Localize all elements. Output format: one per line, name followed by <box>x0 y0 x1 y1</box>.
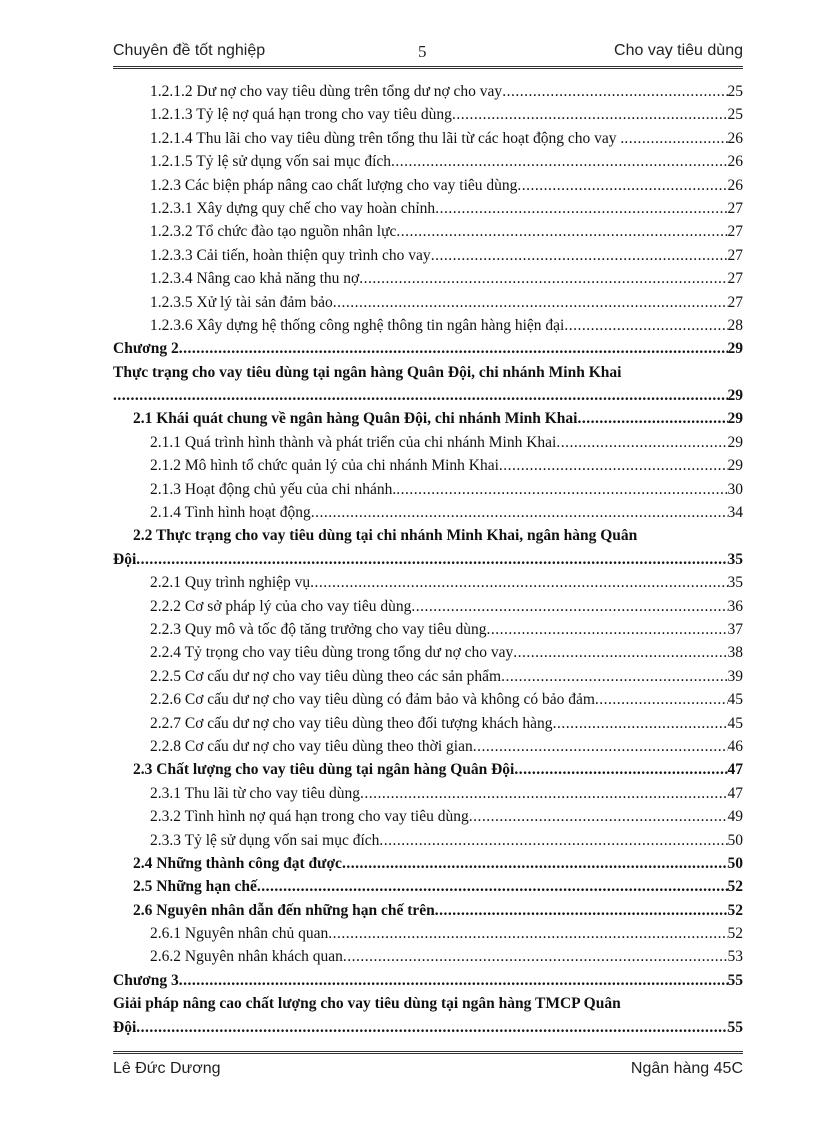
toc-entry[interactable] <box>113 945 743 968</box>
toc-entry-page: 29 <box>727 457 743 475</box>
toc-leader-dots <box>513 641 727 664</box>
toc-entry-title: Chương 2 <box>113 340 179 358</box>
toc-entry-title: 2.2 Thực trạng cho vay tiêu dùng tại chi nhánh Minh Khai, ngân hàng Quân <box>133 527 638 545</box>
toc-leader-dots <box>514 758 727 781</box>
toc-entry-page: 35 <box>727 574 743 592</box>
footer-class: Ngân hàng 45C <box>630 1060 743 1077</box>
toc-leader-dots <box>179 337 728 360</box>
toc-entry-page: 38 <box>727 644 743 662</box>
toc-leader-dots <box>553 712 728 735</box>
toc-entry-page: 28 <box>727 316 743 334</box>
toc-leader-dots <box>435 899 728 922</box>
toc-entry-title: 2.1.2 Mô hình tổ chức quản lý của chi nhánh Minh Khai <box>150 457 499 475</box>
toc-entry[interactable] <box>113 548 743 571</box>
toc-leader-dots <box>396 220 727 243</box>
toc-leader-dots <box>333 291 728 314</box>
toc-entry-title: 2.1.4 Tình hình hoạt động <box>150 504 311 522</box>
toc-leader-dots <box>379 829 727 852</box>
toc-entry[interactable] <box>113 618 743 641</box>
toc-leader-dots <box>136 548 727 571</box>
toc-entry-title: 2.3.3 Tỷ lệ sử dụng vốn sai mục đích <box>150 831 380 849</box>
toc-entry[interactable] <box>113 244 743 267</box>
toc-entry-page: 47 <box>727 784 743 802</box>
toc-entry[interactable] <box>113 524 743 547</box>
toc-entry[interactable] <box>113 922 743 945</box>
toc-entry[interactable] <box>113 267 743 290</box>
toc-entry-title: 1.2.1.5 Tỷ lệ sử dụng vốn sai mục đích <box>150 153 392 171</box>
toc-entry-title: 1.2.3.4 Nâng cao khả năng thu nợ <box>150 270 360 288</box>
toc-entry-title: 2.1.3 Hoạt động chủ yếu của chi nhánh. <box>150 480 397 498</box>
toc-entry-title: 1.2.3.5 Xử lý tài sản đảm bảo <box>150 293 333 311</box>
toc-entry-title: 2.2.5 Cơ cấu dư nợ cho vay tiêu dùng theo các sản phẩm <box>150 667 502 685</box>
toc-entry-page: 27 <box>727 199 743 217</box>
toc-entry[interactable] <box>113 478 743 501</box>
toc-entry-page: 55 <box>727 971 743 989</box>
toc-entry-title: 2.1.1 Quá trình hình thành và phát triển của chi nhánh Minh Khai <box>150 433 557 451</box>
page-header <box>113 40 743 66</box>
footer-rule <box>113 1051 743 1054</box>
toc-entry-page: 25 <box>727 83 743 100</box>
toc-entry-page: 26 <box>727 153 743 171</box>
toc-leader-dots <box>396 478 727 501</box>
toc-entry[interactable] <box>113 1016 743 1039</box>
toc-entry-page: 29 <box>727 387 743 405</box>
toc-entry[interactable] <box>113 174 743 197</box>
toc-leader-dots <box>452 103 728 126</box>
toc-entry[interactable] <box>113 80 743 103</box>
toc-entry[interactable] <box>113 291 743 314</box>
toc-entry-title: Giải pháp nâng cao chất lượng cho vay tiêu dùng tại ngân hàng TMCP Quân <box>113 995 621 1013</box>
toc-entry-page: 45 <box>727 691 743 709</box>
toc-leader-dots <box>486 618 727 641</box>
toc-entry-title: 1.2.3.3 Cải tiến, hoàn thiện quy trình cho vay <box>150 246 431 264</box>
toc-entry-title: 2.2.7 Cơ cấu dư nợ cho vay tiêu dùng theo đối tượng khách hàng <box>150 714 553 732</box>
toc-entry-title: 2.2.3 Quy mô và tốc độ tăng trưởng cho vay tiêu dùng <box>150 620 487 638</box>
toc-entry[interactable] <box>113 337 743 360</box>
toc-leader-dots <box>499 454 728 477</box>
toc-entry[interactable] <box>113 501 743 524</box>
toc-entry[interactable] <box>113 220 743 243</box>
toc-entry-title: 2.5 Những hạn chế <box>133 878 257 896</box>
toc-entry[interactable] <box>113 454 743 477</box>
toc-leader-dots <box>502 80 727 103</box>
toc-entry-page: 37 <box>727 620 743 638</box>
toc-entry-page: 39 <box>727 667 743 685</box>
toc-entry[interactable] <box>113 595 743 618</box>
toc-entry-title: Thực trạng cho vay tiêu dùng tại ngân hàng Quân Đội, chi nhánh Minh Khai <box>113 363 622 381</box>
toc-entry-page: 30 <box>727 480 743 498</box>
toc-entry-title: 1.2.1.2 Dư nợ cho vay tiêu dùng trên tổng dư nợ cho vay <box>150 83 503 100</box>
table-of-contents <box>113 80 743 1039</box>
toc-entry-title: 2.3.2 Tình hình nợ quá hạn trong cho vay tiêu dùng <box>150 808 469 826</box>
toc-entry-page: 29 <box>727 433 743 451</box>
toc-leader-dots <box>595 688 728 711</box>
toc-entry-title: 2.2.4 Tỷ trọng cho vay tiêu dùng trong tổng dư nợ cho vay <box>150 644 514 662</box>
toc-entry[interactable] <box>113 103 743 126</box>
toc-entry[interactable] <box>113 150 743 173</box>
header-subject: Cho vay tiêu dùng <box>614 42 743 59</box>
toc-entry-page: 46 <box>727 737 743 755</box>
toc-entry[interactable] <box>113 384 743 407</box>
toc-entry[interactable] <box>113 431 743 454</box>
toc-entry-title: 2.2.1 Quy trình nghiệp vụ <box>150 574 311 592</box>
toc-entry[interactable] <box>113 899 743 922</box>
page-footer <box>113 1058 743 1082</box>
header-title: Chuyên đề tốt nghiệp <box>113 42 266 59</box>
toc-entry[interactable] <box>113 852 743 875</box>
toc-entry[interactable] <box>113 712 743 735</box>
toc-entry-title: 2.6 Nguyên nhân dẫn đến những hạn chế trên <box>133 901 435 919</box>
toc-entry-title: 2.2.2 Cơ sở pháp lý của cho vay tiêu dùng <box>150 597 412 615</box>
toc-entry-page: 29 <box>727 410 743 428</box>
toc-entry-title: 2.6.1 Nguyên nhân chủ quan <box>150 925 329 943</box>
toc-leader-dots <box>624 127 727 150</box>
toc-leader-dots <box>556 431 727 454</box>
toc-entry-page: 27 <box>727 270 743 288</box>
toc-leader-dots <box>473 735 728 758</box>
toc-entry-page: 49 <box>727 808 743 826</box>
toc-leader-dots <box>564 314 727 337</box>
header-rule <box>113 66 743 69</box>
toc-leader-dots <box>391 150 727 173</box>
toc-entry-page: 25 <box>727 106 743 124</box>
toc-entry-page: 27 <box>727 293 743 311</box>
toc-leader-dots <box>179 969 728 992</box>
toc-entry-page: 27 <box>727 223 743 241</box>
toc-entry-page: 53 <box>727 948 743 966</box>
toc-leader-dots <box>311 501 728 524</box>
toc-entry[interactable] <box>113 805 743 828</box>
toc-entry[interactable] <box>113 829 743 852</box>
toc-leader-dots <box>435 197 727 220</box>
toc-entry-title: 2.3.1 Thu lãi từ cho vay tiêu dùng <box>150 784 361 802</box>
toc-entry-page: 26 <box>727 129 743 147</box>
toc-entry-page: 45 <box>727 714 743 732</box>
toc-entry-page: 35 <box>727 550 743 568</box>
toc-entry-page: 52 <box>727 925 743 943</box>
toc-entry-title: 2.1 Khái quát chung về ngân hàng Quân Đội, chi nhánh Minh Khai <box>133 410 578 428</box>
toc-entry-title: 1.2.3.6 Xây dựng hệ thống công nghệ thông tin ngân hàng hiện đại <box>150 316 565 334</box>
page-number: 5 <box>418 42 427 61</box>
toc-leader-dots <box>501 665 727 688</box>
toc-entry[interactable] <box>113 407 743 430</box>
toc-entry-title: 2.3 Chất lượng cho vay tiêu dùng tại ngân hàng Quân Đội <box>133 761 515 779</box>
toc-entry[interactable] <box>113 992 743 1015</box>
footer-author: Lê Đức Dương <box>113 1060 221 1077</box>
toc-entry-page: 34 <box>727 504 743 522</box>
toc-entry-title: 1.2.1.3 Tỷ lệ nợ quá hạn trong cho vay tiêu dùng <box>150 106 452 124</box>
toc-leader-dots <box>113 384 728 407</box>
toc-entry[interactable] <box>113 571 743 594</box>
toc-entry-page: 52 <box>727 901 743 919</box>
toc-entry-title: 1.2.3 Các biện pháp nâng cao chất lượng cho vay tiêu dùng <box>150 176 518 194</box>
toc-entry-title: 1.2.1.4 Thu lãi cho vay tiêu dùng trên tổng thu lãi từ các hoạt động cho vay . <box>150 129 625 147</box>
toc-leader-dots <box>431 244 728 267</box>
toc-leader-dots <box>577 407 727 430</box>
toc-entry-page: 55 <box>727 1018 743 1036</box>
toc-entry[interactable] <box>113 314 743 337</box>
toc-entry[interactable] <box>113 641 743 664</box>
toc-entry-page: 36 <box>727 597 743 615</box>
toc-entry[interactable] <box>113 197 743 220</box>
toc-leader-dots <box>469 805 728 828</box>
toc-leader-dots <box>257 875 728 898</box>
toc-leader-dots <box>328 922 727 945</box>
toc-entry-page: 27 <box>727 246 743 264</box>
toc-entry-page: 26 <box>727 176 743 194</box>
toc-entry-page: 47 <box>727 761 743 779</box>
toc-leader-dots <box>342 852 728 875</box>
toc-entry-title: Đội <box>113 550 137 568</box>
toc-entry-title: 2.2.6 Cơ cấu dư nợ cho vay tiêu dùng có đảm bảo và không có bảo đảm <box>150 691 595 709</box>
toc-entry[interactable] <box>113 665 743 688</box>
toc-entry-title: 2.2.8 Cơ cấu dư nợ cho vay tiêu dùng theo thời gian <box>150 737 473 755</box>
toc-entry-title: 2.4 Những thành công đạt được <box>133 854 342 872</box>
toc-leader-dots <box>411 595 727 618</box>
toc-entry-page: 50 <box>727 854 743 872</box>
toc-entry[interactable] <box>113 127 743 150</box>
toc-entry[interactable] <box>113 688 743 711</box>
toc-leader-dots <box>136 1016 727 1039</box>
toc-entry[interactable] <box>113 735 743 758</box>
toc-entry-title: 2.6.2 Nguyên nhân khách quan <box>150 948 343 966</box>
toc-leader-dots <box>359 267 727 290</box>
toc-entry-title: Chương 3 <box>113 971 179 989</box>
toc-entry-page: 50 <box>727 831 743 849</box>
toc-entry[interactable] <box>113 969 743 992</box>
toc-leader-dots <box>310 571 727 594</box>
toc-entry-title: 1.2.3.1 Xây dựng quy chế cho vay hoàn chỉnh <box>150 199 436 217</box>
toc-entry-title: 1.2.3.2 Tổ chức đào tạo nguồn nhân lực <box>150 223 397 241</box>
toc-entry[interactable] <box>113 875 743 898</box>
toc-entry-title: Đội <box>113 1018 137 1036</box>
toc-entry[interactable] <box>113 361 743 384</box>
toc-leader-dots <box>360 782 727 805</box>
toc-entry[interactable] <box>113 782 743 805</box>
toc-entry-page: 29 <box>727 340 743 358</box>
toc-entry-page: 52 <box>727 878 743 896</box>
toc-leader-dots <box>343 945 728 968</box>
toc-entry[interactable] <box>113 758 743 781</box>
toc-leader-dots <box>517 174 727 197</box>
